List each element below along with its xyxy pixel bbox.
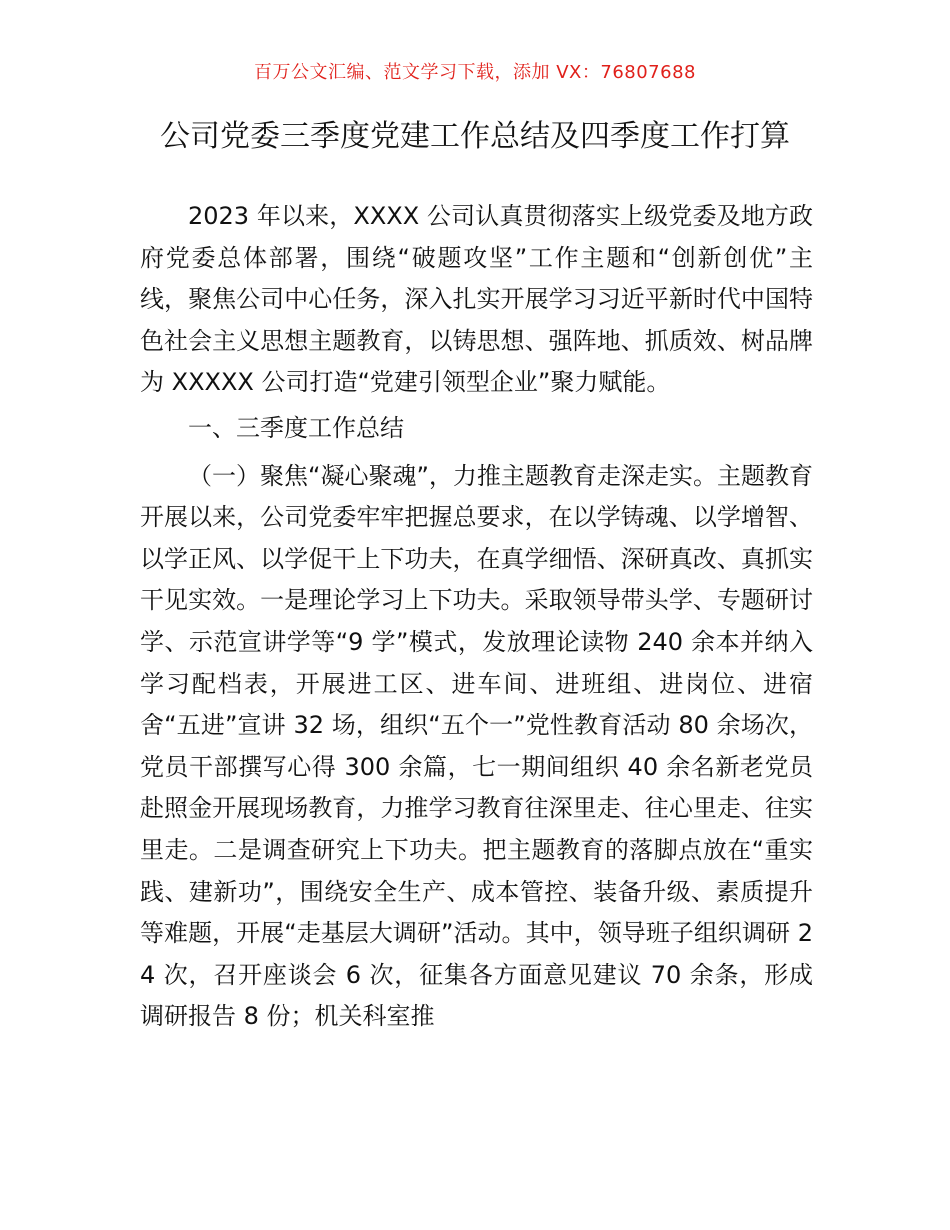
section-1-paragraph: （一）聚焦“凝心聚魂”，力推主题教育走深走实。主题教育开展以来，公司党委牢牢把握总要求，在以学铸魂、以学增智、以学正风、以学促干上下功夫，在真学细悟、深研真改、真抓实干见实效。一是理论学习上下功夫。采取领导带头学、专题研讨学、示范宣讲学等“9 学”模式，发放理论读物 240 余本并纳入学习配档表，开展进工区、进车间、进班组、进岗位、进宿舍“五进”宣讲 32 场，组织“五个一”党性教育活动 80 余场次，党员干部撰写心得 300 余篇，七一期间组织 40 余名新老党员赴照金开展现场教育，力推学习教育往深里走、往心里走、往实里走。二是调查研究上下功夫。把主题教育的落脚点放在“重实践、建新功”，围绕安全生产、成本管控、装备升级、素质提升等难题，开展“走基层大调研”活动。其中，领导班子组织调研 24 次，召开座谈会 6 次，征集各方面意见建议 70 余条，形成调研报告 8 份；机关科室推 <box>140 461 813 1031</box>
document-body <box>140 196 813 1038</box>
intro-paragraph: 2023 年以来，XXXX 公司认真贯彻落实上级党委及地方政府党委总体部署，围绕“破题攻坚”工作主题和“创新创优”主线，聚焦公司中心任务，深入扎实开展学习习近平新时代中国特色社会主义思想主题教育，以铸思想、强阵地、抓质效、树品牌为 XXXXX 公司打造“党建引领型企业”聚力赋能。 <box>140 202 813 397</box>
section-heading-summary: 一、三季度工作总结 <box>188 413 404 442</box>
header-watermark-note: 百万公文汇编、范文学习下载，添加 VX：76807688 <box>254 62 696 83</box>
document-title: 公司党委三季度党建工作总结及四季度工作打算 <box>160 119 790 154</box>
